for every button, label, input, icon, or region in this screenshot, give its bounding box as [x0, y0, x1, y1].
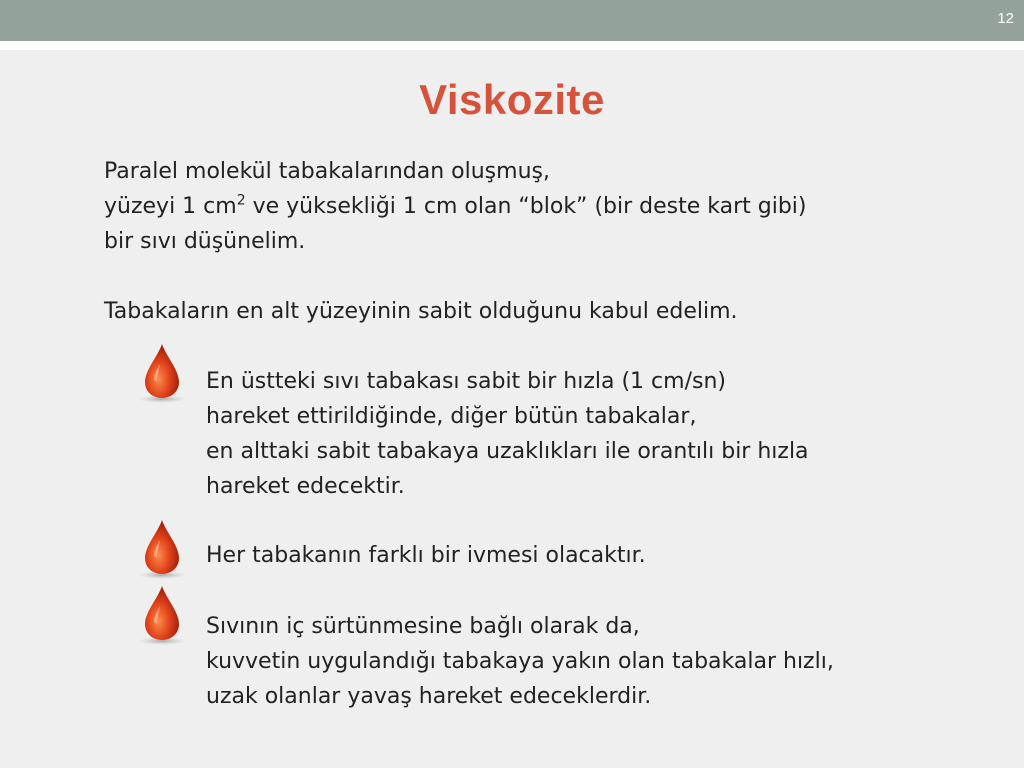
bullet-line: uzak olanlar yavaş hareket edeceklerdir.	[206, 684, 652, 709]
bullet-line: Her tabakanın farklı bir ivmesi olacaktır.	[206, 543, 646, 568]
superscript: 2	[236, 192, 246, 209]
bullet-item	[206, 364, 809, 504]
bullet-item	[206, 609, 834, 714]
bullet-item	[206, 538, 646, 573]
blood-drop-icon	[137, 584, 187, 648]
slide-title: Viskozite	[419, 76, 605, 123]
bullet-line: kuvvetin uygulandığı tabakaya yakın olan tabakalar hızlı,	[206, 649, 834, 674]
bullet-line: hareket edecektir.	[206, 474, 405, 499]
blood-drop-icon	[137, 518, 187, 582]
intro-paragraph	[104, 154, 807, 259]
bullet-line: Sıvının iç sürtünmesine bağlı olarak da,	[206, 614, 640, 639]
page-number: 12	[997, 10, 1014, 27]
bullet-line: En üstteki sıvı tabakası sabit bir hızla (1 cm/sn)	[206, 369, 726, 394]
intro-text: ve yüksekliği 1 cm olan “blok” (bir deste kart gibi)	[245, 194, 807, 219]
blood-drop-icon	[137, 342, 187, 406]
assumption-text: Tabakaların en alt yüzeyinin sabit olduğunu kabul edelim.	[104, 299, 738, 324]
intro-line: bir sıvı düşünelim.	[104, 229, 306, 254]
intro-text: yüzeyi 1 cm	[104, 194, 237, 219]
bullet-line: en alttaki sabit tabakaya uzaklıkları ile orantılı bir hızla	[206, 439, 809, 464]
bullet-line: hareket ettirildiğinde, diğer bütün tabakalar,	[206, 404, 697, 429]
intro-line	[104, 189, 807, 224]
top-bar	[0, 0, 1024, 41]
header-divider	[0, 41, 1024, 50]
intro-line: Paralel molekül tabakalarından oluşmuş,	[104, 159, 550, 184]
